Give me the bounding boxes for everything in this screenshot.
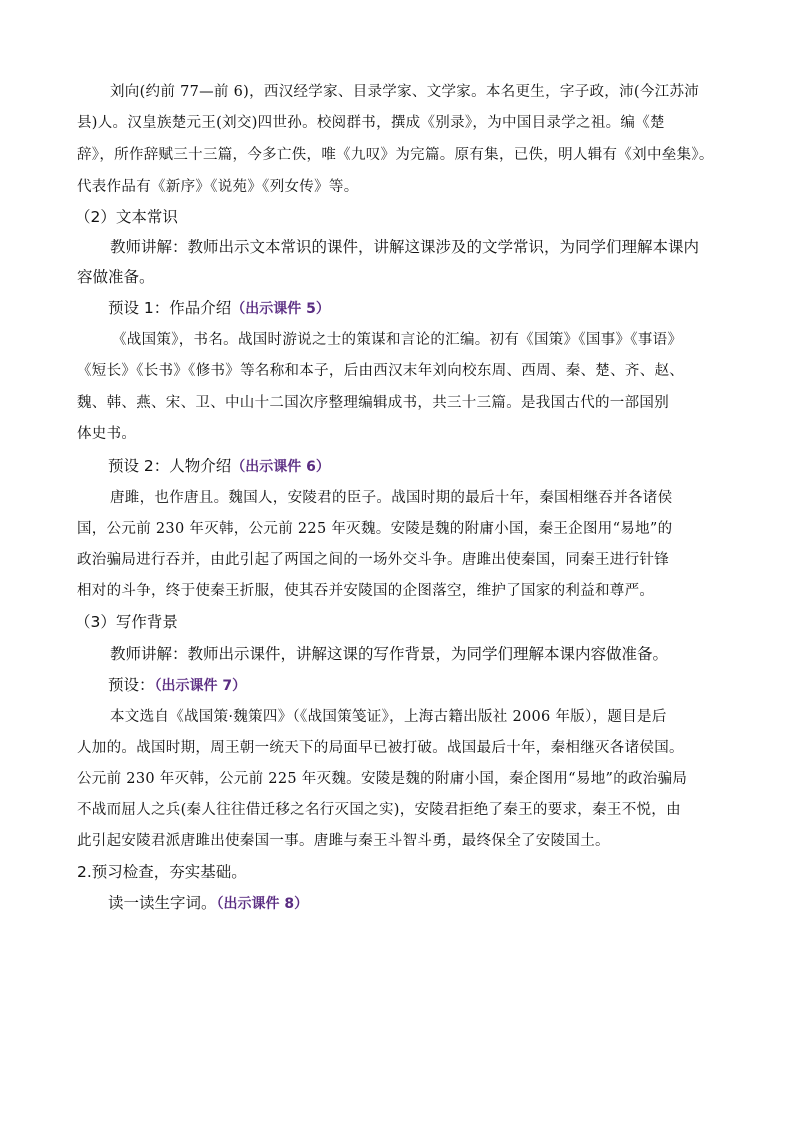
background-line-4: 不战而屈人之兵(秦人往往借迁移之名行灭国之实)，安陵君拒绝了秦王的要求，秦王不悦，由 [77, 802, 681, 818]
preset-2-row [108, 456, 794, 477]
liuxiang-bio-line-3: 辞》，所作辞赋三十三篇，今多亡佚，唯《九叹》为完篇。原有集，已佚，明人辑有《刘中垒集》。 [77, 147, 714, 163]
courseware-8-hint: （出示课件 8） [216, 896, 309, 912]
section-heading-writing-background: （3）写作背景 [75, 613, 178, 631]
section-heading-text-knowledge: （2）文本常识 [75, 208, 178, 226]
tangju-intro-line-1: 唐雎，也作唐且。魏国人，安陵君的臣子。战国时期的最后十年，秦国相继吞并各诸侯 [110, 490, 673, 506]
preset-1-label: 预设 1：作品介绍 [108, 299, 232, 317]
courseware-6-hint: （出示课件 6） [231, 459, 330, 475]
preset-3-row [108, 675, 794, 696]
liuxiang-bio-line-1: 刘向(约前 77—前 6)，西汉经学家、目录学家、文学家。本名更生，字子政，沛(今江苏沛 [110, 84, 700, 100]
section-heading-preview-check: 2.预习检查，夯实基础。 [77, 863, 247, 881]
read-words-label: 读一读生字词。 [108, 894, 217, 912]
preset-3-label: 预设： [108, 676, 155, 694]
background-line-2: 人加的。战国时期，周王朝一统天下的局面早已被打破。战国最后十年，秦相继灭各诸侯国。 [77, 740, 684, 756]
teacher-explanation-line-1: 教师讲解：教师出示文本常识的课件，讲解这课涉及的文学常识，为同学们理解本课内 [110, 238, 700, 256]
zhanguoce-intro-line-2: 《短长》《长书》《修书》等名称和本子，后由西汉末年刘向校东周、西周、秦、楚、齐、赵、 [77, 363, 685, 379]
liuxiang-bio-line-4: 代表作品有《新序》《说苑》《列女传》等。 [77, 179, 359, 195]
read-words-row [108, 893, 794, 914]
background-line-1: 本文选自《战国策·魏策四》（《战国策笺证》，上海古籍出版社 2006 年版），题目是后 [110, 709, 667, 725]
courseware-5-hint: （出示课件 5） [231, 301, 330, 317]
zhanguoce-intro-line-3: 魏、韩、燕、宋、卫、中山十二国次序整理编辑成书，共三十三篇。是我国古代的一部国别 [77, 395, 669, 411]
tangju-intro-line-4: 相对的斗争，终于使秦王折服，使其吞并安陵国的企图落空，维护了国家的利益和尊严。 [77, 583, 655, 599]
courseware-7-hint: （出示课件 7） [154, 678, 247, 694]
tangju-intro-line-3: 政治骗局进行吞并，由此引起了两国之间的一场外交斗争。唐雎出使秦国，同秦王进行针锋 [77, 552, 669, 568]
zhanguoce-intro-line-1: 《战国策》，书名。战国时游说之士的策谋和言论的汇编。初有《国策》《国事》《事语》 [112, 332, 683, 348]
background-line-3: 公元前 230 年灭韩，公元前 225 年灭魏。安陵是魏的附庸小国，秦企图用“易地”的政治骗局 [77, 771, 688, 787]
preset-2-label: 预设 2：人物介绍 [108, 457, 232, 475]
liuxiang-bio-line-2: 县)人。汉皇族楚元王(刘交)四世孙。校阅群书，撰成《别录》，为中国目录学之祖。编《楚 [77, 115, 665, 131]
preset-1-row [108, 298, 794, 319]
zhanguoce-intro-line-4: 体史书。 [77, 426, 137, 442]
teacher-explanation-line-2: 容做准备。 [77, 268, 155, 286]
tangju-intro-line-2: 国，公元前 230 年灭韩，公元前 225 年灭魏。安陵是魏的附庸小国，秦王企图用“易地”的 [77, 521, 673, 537]
teacher-explanation-background: 教师讲解：教师出示课件，讲解这课的写作背景，为同学们理解本课内容做准备。 [110, 645, 669, 663]
background-line-5: 此引起安陵君派唐雎出使秦国一事。唐雎与秦王斗智斗勇，最终保全了安陵国土。 [77, 833, 610, 849]
